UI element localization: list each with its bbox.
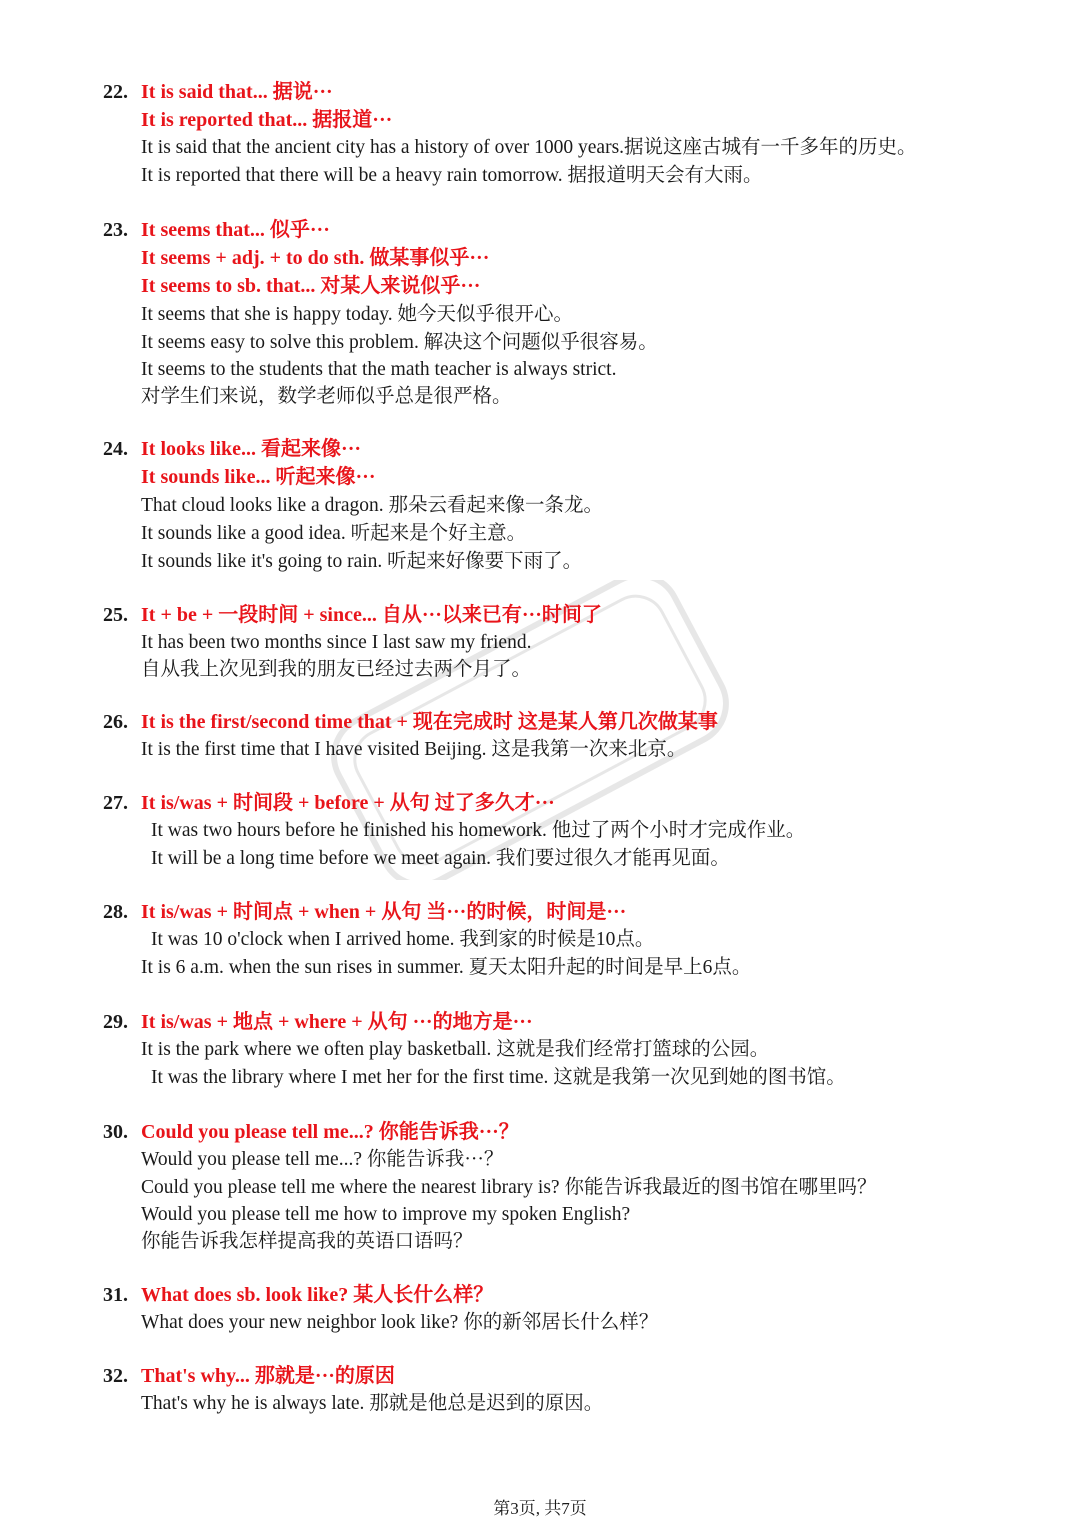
example-line: Would you please tell me how to improve my spoken English? [141, 1204, 631, 1225]
example-line: 自从我上次见到我的朋友已经过去两个月了。 [141, 659, 532, 680]
example-line: It is the park where we often play basketball. 这就是我们经常打篮球的公园。 [141, 1039, 770, 1060]
pattern-line: It sounds like... 听起来像··· [141, 466, 376, 488]
example-line: It is said that the ancient city has a history of over 1000 years.据说这座古城有一千多年的历史。 [141, 137, 917, 158]
entry-number: 27. [103, 792, 128, 814]
pattern-line: What does sb. look like? 某人长什么样？ [141, 1284, 494, 1306]
pattern-line: It + be + 一段时间 + since... 自从···以来已有···时间了 [141, 604, 602, 626]
pattern-line: It is reported that... 据报道··· [141, 109, 393, 131]
example-line: That's why he is always late. 那就是他总是迟到的原因。 [141, 1393, 604, 1414]
pattern-line: It is/was + 时间段 + before + 从句 过了多久才··· [141, 792, 555, 814]
pattern-line: It looks like... 看起来像··· [141, 438, 362, 460]
entry-number: 29. [103, 1011, 128, 1033]
example-line: What does your new neighbor look like? 你的新邻居长什么样？ [141, 1312, 659, 1333]
pattern-line: It seems + adj. + to do sth. 做某事似乎··· [141, 247, 490, 269]
example-line: It is the first time that I have visited Beijing. 这是我第一次来北京。 [141, 739, 687, 760]
example-line: It was the library where I met her for the first time. 这就是我第一次见到她的图书馆。 [151, 1067, 846, 1088]
example-line: It was 10 o'clock when I arrived home. 我到家的时候是10点。 [151, 929, 655, 950]
example-line: That cloud looks like a dragon. 那朵云看起来像一条龙。 [141, 495, 603, 516]
example-line: It is 6 a.m. when the sun rises in summer. 夏天太阳升起的时间是早上6点。 [141, 957, 752, 978]
example-line: 对学生们来说，数学老师似乎总是很严格。 [141, 386, 512, 407]
pattern-line: It is/was + 时间点 + when + 从句 当···的时候，时间是··· [141, 901, 627, 923]
entry-number: 24. [103, 438, 128, 460]
pattern-line: It seems to sb. that... 对某人来说似乎··· [141, 275, 481, 297]
pattern-line: It is said that... 据说··· [141, 81, 333, 103]
example-line: It has been two months since I last saw my friend. [141, 632, 532, 653]
pattern-line: That's why... 那就是···的原因 [141, 1365, 395, 1387]
entry-number: 28. [103, 901, 128, 923]
entry-number: 22. [103, 81, 128, 103]
example-line: It seems that she is happy today. 她今天似乎很开心。 [141, 304, 574, 325]
entry-number: 30. [103, 1121, 128, 1143]
pattern-line: It is the first/second time that + 现在完成时 这是某人第几次做某事 [141, 711, 718, 733]
example-line: It sounds like it's going to rain. 听起来好像要下雨了。 [141, 551, 583, 572]
entry-number: 26. [103, 711, 128, 733]
example-line: Would you please tell me...? 你能告诉我···？ [141, 1149, 504, 1170]
page-footer: 第3页, 共7页 [493, 1499, 587, 1518]
example-line: Could you please tell me where the nearest library is? 你能告诉我最近的图书馆在哪里吗？ [141, 1177, 877, 1198]
example-line: It seems easy to solve this problem. 解决这个问题似乎很容易。 [141, 332, 658, 353]
entry-number: 32. [103, 1365, 128, 1387]
example-line: It will be a long time before we meet again. 我们要过很久才能再见面。 [151, 848, 730, 869]
entry-number: 25. [103, 604, 128, 626]
pattern-line: It seems that... 似乎··· [141, 219, 330, 241]
entry-number: 23. [103, 219, 128, 241]
example-line: It was two hours before he finished his homework. 他过了两个小时才完成作业。 [151, 820, 806, 841]
entry-number: 31. [103, 1284, 128, 1306]
pattern-line: It is/was + 地点 + where + 从句 ···的地方是··· [141, 1011, 533, 1033]
example-line: 你能告诉我怎样提高我的英语口语吗？ [141, 1231, 473, 1252]
example-line: It sounds like a good idea. 听起来是个好主意。 [141, 523, 527, 544]
example-line: It seems to the students that the math teacher is always strict. [141, 359, 617, 380]
pattern-line: Could you please tell me...? 你能告诉我···？ [141, 1121, 519, 1143]
example-line: It is reported that there will be a heavy rain tomorrow. 据报道明天会有大雨。 [141, 165, 763, 186]
